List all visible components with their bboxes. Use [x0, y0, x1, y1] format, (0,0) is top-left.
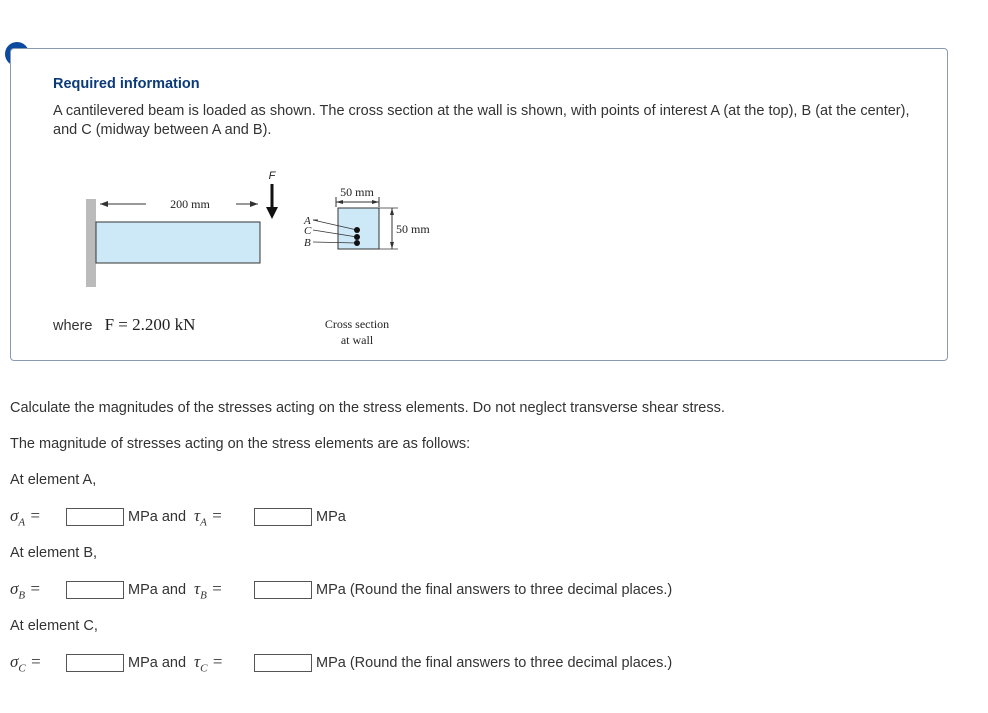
- caption-line1: Cross section: [324, 317, 390, 331]
- sigma-a-symbol: $\sigma_A$ =: [10, 505, 41, 529]
- tau-a-symbol: $\tau_A$ =: [194, 505, 223, 529]
- force-definition: [53, 315, 195, 335]
- element-c-row: [10, 653, 672, 673]
- sigma-c-input[interactable]: [66, 654, 124, 672]
- required-information-panel: [10, 48, 948, 361]
- point-b-dot: [354, 240, 360, 246]
- intro-text: The magnitude of stresses acting on the stress elements are as follows:: [10, 436, 471, 452]
- element-b-heading: At element B,: [10, 545, 98, 561]
- mid-text-a: MPa and: [128, 509, 187, 525]
- point-a-dot: [354, 227, 360, 233]
- tau-b-input[interactable]: [254, 581, 312, 599]
- info-title: Required information: [53, 76, 200, 92]
- element-a-row: [10, 507, 346, 527]
- info-description: A cantilevered beam is loaded as shown. The cross section at the wall is shown, with points of interest A (at the top), B (at the center), and C (midway between A and B).: [53, 103, 910, 138]
- caption-line2: at wall: [340, 333, 374, 347]
- point-a-label: A: [304, 215, 311, 227]
- sigma-b-symbol: $\sigma_B$ =: [10, 578, 41, 602]
- tau-a-input[interactable]: [254, 508, 312, 526]
- element-b-row: [10, 580, 672, 600]
- element-b-mid: [124, 579, 254, 601]
- element-a-heading: At element A,: [10, 472, 97, 488]
- tail-text-a: MPa: [316, 509, 346, 525]
- height-label: 50 mm: [396, 222, 430, 236]
- tail-text-b: MPa (Round the final answers to three decimal places.): [316, 582, 673, 598]
- beam-figure: [86, 167, 466, 367]
- length-label: 200 mm: [170, 197, 210, 211]
- mid-text-c: MPa and: [128, 655, 187, 671]
- sigma-a-input[interactable]: [66, 508, 124, 526]
- force-value: F = 2.200 kN: [104, 315, 196, 334]
- sigma-b-input[interactable]: [66, 581, 124, 599]
- tail-text-c: MPa (Round the final answers to three decimal places.): [316, 655, 673, 671]
- element-c-heading: At element C,: [10, 618, 98, 634]
- tau-c-input[interactable]: [254, 654, 312, 672]
- force-arrow: [266, 207, 278, 219]
- wall: [86, 199, 96, 287]
- element-a-mid: [124, 506, 254, 528]
- point-b-label: B: [304, 237, 311, 249]
- mid-text-b: MPa and: [128, 582, 187, 598]
- element-c-mid: [124, 652, 254, 674]
- instruction-text: Calculate the magnitudes of the stresses acting on the stress elements. Do not neglect transverse shear stress.: [10, 400, 725, 416]
- sigma-c-symbol: $\sigma_C$ =: [10, 651, 42, 675]
- tau-b-symbol: $\tau_B$ =: [194, 578, 223, 602]
- where-label: where: [53, 318, 93, 334]
- force-label: F: [268, 170, 276, 182]
- width-label: 50 mm: [340, 185, 374, 199]
- beam: [96, 222, 260, 263]
- tau-c-symbol: $\tau_C$ =: [194, 651, 224, 675]
- point-c-dot: [354, 234, 360, 240]
- point-c-label: C: [304, 225, 312, 237]
